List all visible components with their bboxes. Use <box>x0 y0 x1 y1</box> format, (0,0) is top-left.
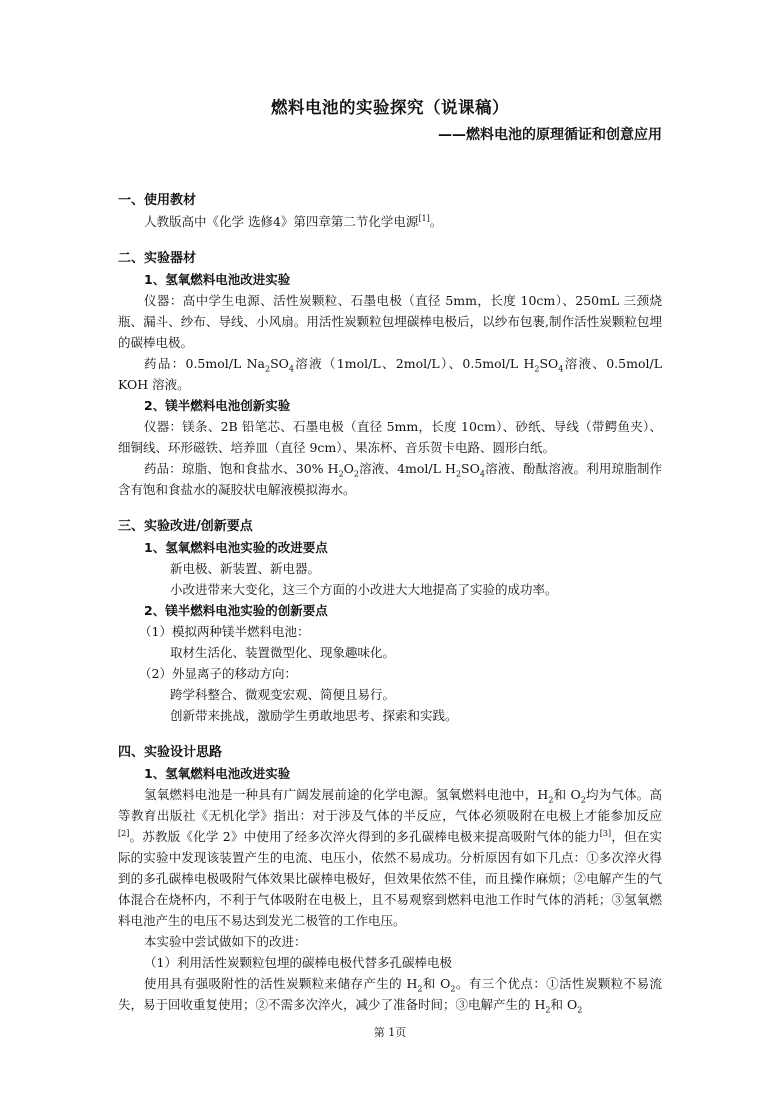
subheading-2-2: 2、镁半燃料电池创新实验 <box>144 398 291 413</box>
p4-c-sub: 2 <box>545 1005 551 1015</box>
section-heading-3: 三、实验改进/创新要点 <box>118 519 253 534</box>
drugs1-a: 药品：0.5mol/L Na <box>144 356 265 371</box>
p1-a: 氢氧燃料电池是一种具有广阔发展前途的化学电源。氢氧燃料电池中，H <box>144 787 549 802</box>
p4-c: 。有三个优点：①活性炭颗粒不易流失，易于回收重复使用；②不需多次淬火，减少了准备时间；③电解产生的 H <box>118 976 662 1012</box>
drugs1-c: 溶液（1mol/L、2mol/L）、0.5mol/L H <box>293 356 535 371</box>
instruments-paragraph-2: 仪器：镁条、2B 铅笔芯、石墨电极（直径 5mm，长度 10cm）、砂纸、导线（带鳄鱼夹）、细铜线、环形磁铁、培养皿（直径 9cm）、果冻杯、音乐贺卡电路、圆形白纸。 <box>118 419 662 455</box>
page-number: 第 1页 <box>373 1026 407 1039</box>
design-paragraph-3: （1）利用活性炭颗粒包埋的碳棒电极代替多孔碳棒电极 <box>144 955 452 970</box>
p1-b-sub: 2 <box>580 795 586 805</box>
drugs2-a-sub: 2 <box>338 469 344 479</box>
drugs1-c-sub: 2 <box>534 364 540 374</box>
subheading-4-1: 1、氢氧燃料电池改进实验 <box>144 766 291 781</box>
design-paragraph-2: 本实验中尝试做如下的改进： <box>144 934 307 949</box>
section-heading-2: 二、实验器材 <box>118 251 197 266</box>
innovation-item-2: （2）外显离子的移动方向： <box>139 666 297 681</box>
textbook-end: 。 <box>429 214 443 229</box>
drugs2-a: 药品：琼脂、饱和食盐水、30% H <box>144 461 339 476</box>
p1-a-sub: 2 <box>548 795 554 805</box>
innovation-item-1: （1）模拟两种镁半燃料电池： <box>139 624 310 639</box>
p4-a-sub: 2 <box>417 984 423 994</box>
improvement-line-2: 小改进带来大变化，这三个方面的小改进大大地提高了实验的成功率。 <box>170 582 558 597</box>
ref-2: [2] <box>118 828 130 838</box>
drugs1-e: 溶液、0.5mol/L KOH 溶液。 <box>118 356 662 392</box>
innovation-line-3: 创新带来挑战，激励学生勇敢地思考、探索和实践。 <box>170 708 458 723</box>
drugs1-d: SO <box>539 356 559 371</box>
drugs-paragraph-2 <box>118 458 662 500</box>
p1-e: ，但在实际的实验中发现该装置产生的电流、电压小，依然不易成功。分析原因有如下几点：①多次淬火得到的多孔碳棒电极吸附气体效果比碳棒电极好，但效果依然不佳，而且操作麻烦；②电解产生的气体混合在烧杯内，不利于气体吸附在电极上，且不易观察到燃料电池工作时气体的消耗；③氢氧燃料电池产生的电压不易达到发光二极管的工作电压。 <box>118 829 662 928</box>
subheading-3-2: 2、镁半燃料电池实验的创新要点 <box>144 603 328 618</box>
page-title: 燃料电池的实验探究（说课稿） <box>271 98 509 117</box>
drugs1-a-sub: 2 <box>264 364 271 374</box>
p4-b-sub: 2 <box>450 984 456 994</box>
drugs2-e: 溶液、酚酞溶液。利用琼脂制作含有饱和食盐水的凝胶状电解液模拟海水。 <box>118 461 662 497</box>
textbook-text: 人教版高中《化学 选修4》第四章第二节化学电源 <box>144 214 419 229</box>
drugs1-b-sub: 4 <box>288 364 294 374</box>
drugs-paragraph-1 <box>118 353 662 395</box>
ref-3: [3] <box>599 828 612 838</box>
section-heading-4: 四、实验设计思路 <box>118 745 223 760</box>
drugs2-b: O <box>343 461 354 476</box>
p4-d-sub: 2 <box>577 1005 583 1015</box>
improvement-line-1: 新电极、新装置、新电器。 <box>170 561 321 576</box>
innovation-line-2: 跨学科整合、微观变宏观、简便且易行。 <box>170 687 396 702</box>
design-paragraph-1 <box>118 784 662 931</box>
document-body <box>118 190 662 1015</box>
page-subtitle: ——燃料电池的原理循证和创意应用 <box>438 127 662 143</box>
p4-b: 和 O <box>422 976 451 991</box>
design-paragraph-4 <box>118 973 662 1015</box>
drugs2-d-sub: 4 <box>479 469 485 479</box>
drugs2-c-sub: 2 <box>455 469 462 479</box>
drugs2-d: SO <box>461 461 480 476</box>
textbook-paragraph <box>118 211 662 232</box>
subheading-2-1: 1、氢氧燃料电池改进实验 <box>144 272 291 287</box>
ref-1: [1] <box>418 213 430 223</box>
section-heading-1: 一、使用教材 <box>118 193 197 208</box>
innovation-line-1: 取材生活化、装置微型化、现象趣味化。 <box>170 645 396 660</box>
p4-d: 和 O <box>550 997 578 1012</box>
p4-a: 使用具有强吸附性的活性炭颗粒来储存产生的 H <box>144 976 418 991</box>
p1-b: 和 O <box>553 787 581 802</box>
p1-d: 。苏教版《化学 2》中使用了经多次淬火得到的多孔碳棒电极来提高吸附气体的能力 <box>129 829 600 844</box>
drugs2-b-sub: 2 <box>353 469 359 479</box>
subheading-3-1: 1、氢氧燃料电池实验的改进要点 <box>144 540 328 555</box>
drugs1-b: SO <box>270 356 289 371</box>
instruments-paragraph-1: 仪器：高中学生电源、活性炭颗粒、石墨电极（直径 5mm，长度 10cm）、250mL 三颈烧瓶、漏斗、纱布、导线、小风扇。用活性炭颗粒包埋碳棒电极后，以纱布包裹,制作活性炭颗粒包埋的碳棒电极。 <box>118 293 662 350</box>
drugs2-c: 溶液、4mol/L H <box>359 461 456 476</box>
p1-c: 均为气体。高等教育出版社《无机化学》指出：对于涉及气体的半反应，气体必须吸附在电极上才能参加反应 <box>118 787 662 823</box>
drugs1-d-sub: 4 <box>558 364 564 374</box>
